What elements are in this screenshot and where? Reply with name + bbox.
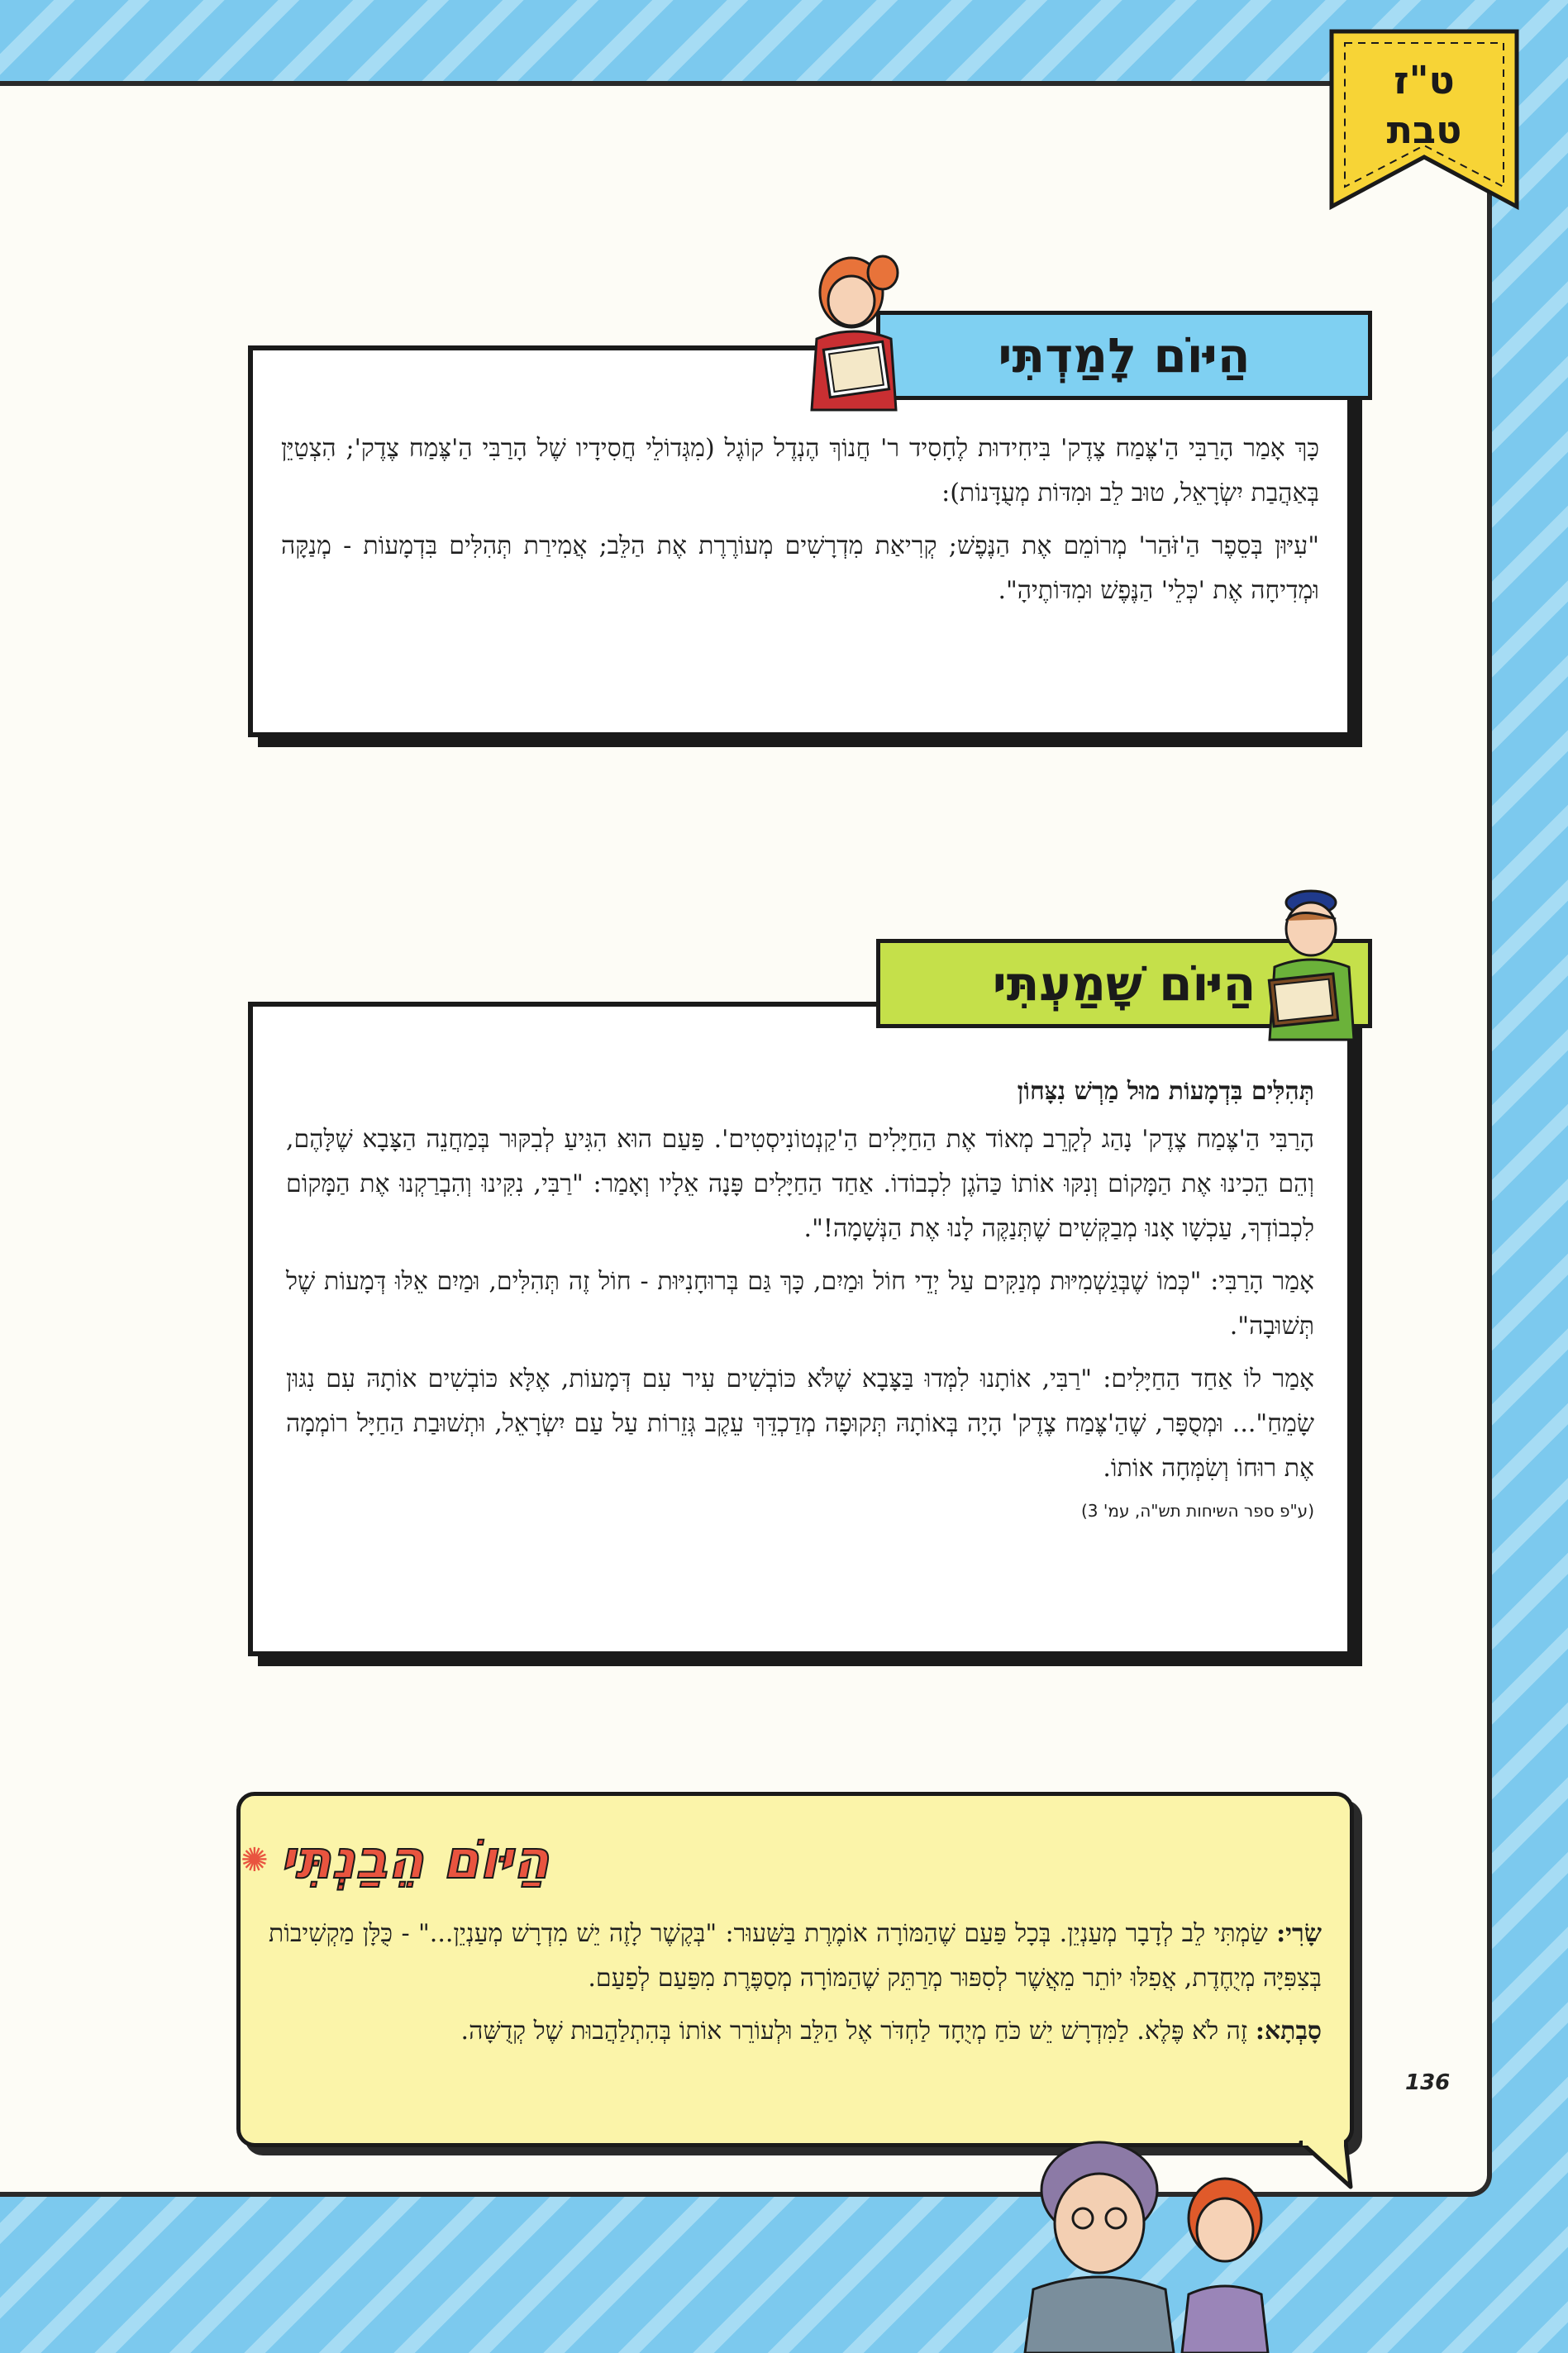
- understood-box: [236, 1792, 1354, 2147]
- understood-text: [269, 1912, 1322, 2062]
- grandmother-girl-illustration: [1008, 2132, 1306, 2353]
- heard-subtitle: תְּהִלִּים בִּדְמָעוֹת מוּל מַרְשׁ נִצָּחוֹן: [1017, 1077, 1314, 1106]
- girl-reading-illustration: [792, 248, 916, 413]
- sparkle-icon: ✺: [241, 1841, 269, 1879]
- heard-box: [248, 1002, 1352, 1656]
- heard-paragraph-3: אָמַר לוֹ אַחַד הַחַיָּלִים: "רַבִּי, אוֹתָנוּ לִמְּדוּ בַּצָּבָא שֶׁלֹּא כּוֹבְשִׁים עִיר עִם דְּמָעוֹת, אֶלָּא כּוֹבְשִׁים אוֹתָהּ עִם נִגּוּן שָׂמֵחַ"... וּמְסֻפָּר, שֶׁהַ'צֶּמַח צֶדֶק' הָיָה בְּאוֹתָהּ תְּקוּפָה מְדַכְדֵּךְ עֵקֶב גְּזֵרוֹת עַל עַם יִשְׂרָאֵל, וּתְשׁוּבַת הַחַיָּל רוֹמְמָה אֶת רוּחוֹ וְשִׂמְּחָה אוֹתוֹ.: [286, 1365, 1314, 1483]
- learned-paragraph-2: "עִיּוּן בְּסֵפֶר הַ'זֹּהַר' מְרוֹמֵם אֶת הַנֶּפֶשׁ; קְרִיאַת מִדְרָשִׁים מְעוֹרֶרֶת אֶת הַלֵּב; אֲמִירַת תְּהִלִּים בִּדְמָעוֹת - מְנַקָּה וּמְדִיחָה אֶת 'כְּלֵי' הַנֶּפֶשׁ וּמִדּוֹתֶיהָ".: [281, 531, 1319, 605]
- heard-paragraph-1: הָרַבִּי הַ'צֶּמַח צֶדֶק' נָהַג לְקָרֵב מְאוֹד אֶת הַחַיָּלִים הַ'קַנְטוֹנִיסְטִים'. פַּעַם הוּא הִגִּיעַ לְבִקּוּר בְּמַחֲנֵה הַצָּבָא שֶׁלָּהֶם, וְהֵם הֵכִינוּ אֶת הַמָּקוֹם וְנִקּוּ אוֹתוֹ כַּהֹגֶן לִכְבוֹדוֹ. אַחַד הַחַיָּלִים פָּנָה אֵלָיו וְאָמַר: "רַבִּי, נִקִּינוּ וְהִבְרַקְנוּ אֶת הַמָּקוֹם לִכְבוֹדְךָ, עַכְשָׁו אָנוּ מְבַקְּשִׁים שֶׁתְּנַקֶּה לָנוּ אֶת הַנְּשָׁמָה!".: [286, 1125, 1314, 1243]
- understood-line-2: [269, 2009, 1322, 2054]
- understood-line-1: [269, 1912, 1322, 2001]
- date-day: ט"ז: [1394, 58, 1455, 102]
- understood-title: הַיּוֹם הֵבַנְתִּי: [279, 1830, 550, 1891]
- page-number: 136: [1405, 2070, 1451, 2095]
- learned-paragraph-1: כָּךְ אָמַר הָרַבִּי הַ'צֶּמַח צֶדֶק' בִּיחִידוּת לֶחָסִיד ר' חֲנוֹךְ הֶנְדֶל קוֹגֶל (מִגְּדוֹלֵי חֲסִידָיו שֶׁל הָרַבִּי הַ'צֶּמַח צֶדֶק'; הִצְטַיֵּן בְּאַהֲבַת יִשְׂרָאֵל, טוּב לֵב וּמִדּוֹת מְעֻדָּנוֹת):: [281, 434, 1319, 507]
- learned-title-banner: [876, 311, 1372, 400]
- heard-title: הַיּוֹם שָׁמַעְתִּי: [992, 955, 1256, 1012]
- sari-text: שַׂמְתִּי לֵב לְדָבָר מְעַנְיֵן. בְּכָל פַּעַם שֶׁהַמּוֹרָה אוֹמֶרֶת בַּשִּׁעוּר: "בְּקֶשֶׁר לָזֶה יֵשׁ מִדְרָשׁ מְעַנְיֵן..." - כֻּלָּן מַקְשִׁיבוֹת בְּצִפִּיָּה מְיֻחֶדֶת, אֲפִלּוּ יוֹתֵר מֵאֲשֶׁר לְסִפּוּר מְרַתֵּק שֶׁהַמּוֹרָה מְסַפֶּרֶת מִפַּעַם לְפַעַם.: [269, 1919, 1322, 1993]
- date-month: טבת: [1386, 107, 1462, 152]
- understood-title-row: [241, 1819, 1317, 1902]
- heard-paragraph-2: אָמַר הָרַבִּי: "כְּמוֹ שֶׁבְּגַשְׁמִיּוּת מְנַקִּים עַל יְדֵי חוֹל וּמַיִם, כָּךְ גַּם בְּרוּחָנִיּוּת - חוֹל זֶה תְּהִלִּים, וּמַיִם אֵלּוּ דְּמָעוֹת שֶׁל תְּשׁוּבָה".: [286, 1267, 1314, 1341]
- speaker-grandmother: סָבְתָא:: [1255, 2017, 1322, 2046]
- grandmother-text: זֶה לֹא פֶּלֶא. לַמִּדְרָשׁ יֵשׁ כֹּחַ מְיֻחָד לַחְדֹּר אֶל הַלֵּב וּלְעוֹרֵר אוֹתוֹ בְּהִתְלַהֲבוּת שֶׁל קְדֻשָּׁה.: [460, 2017, 1256, 2046]
- heard-source: (ע"פ ספר השיחות תש"ה, עמ' 3): [1080, 1501, 1314, 1521]
- learned-title: הַיּוֹם לָמַדְתִּי: [998, 327, 1251, 383]
- speech-bubble-tail: [1298, 2141, 1356, 2190]
- boy-reading-illustration: [1246, 878, 1370, 1043]
- date-tag: [1327, 25, 1522, 213]
- speaker-sari: שָׂרִי:: [1276, 1919, 1322, 1948]
